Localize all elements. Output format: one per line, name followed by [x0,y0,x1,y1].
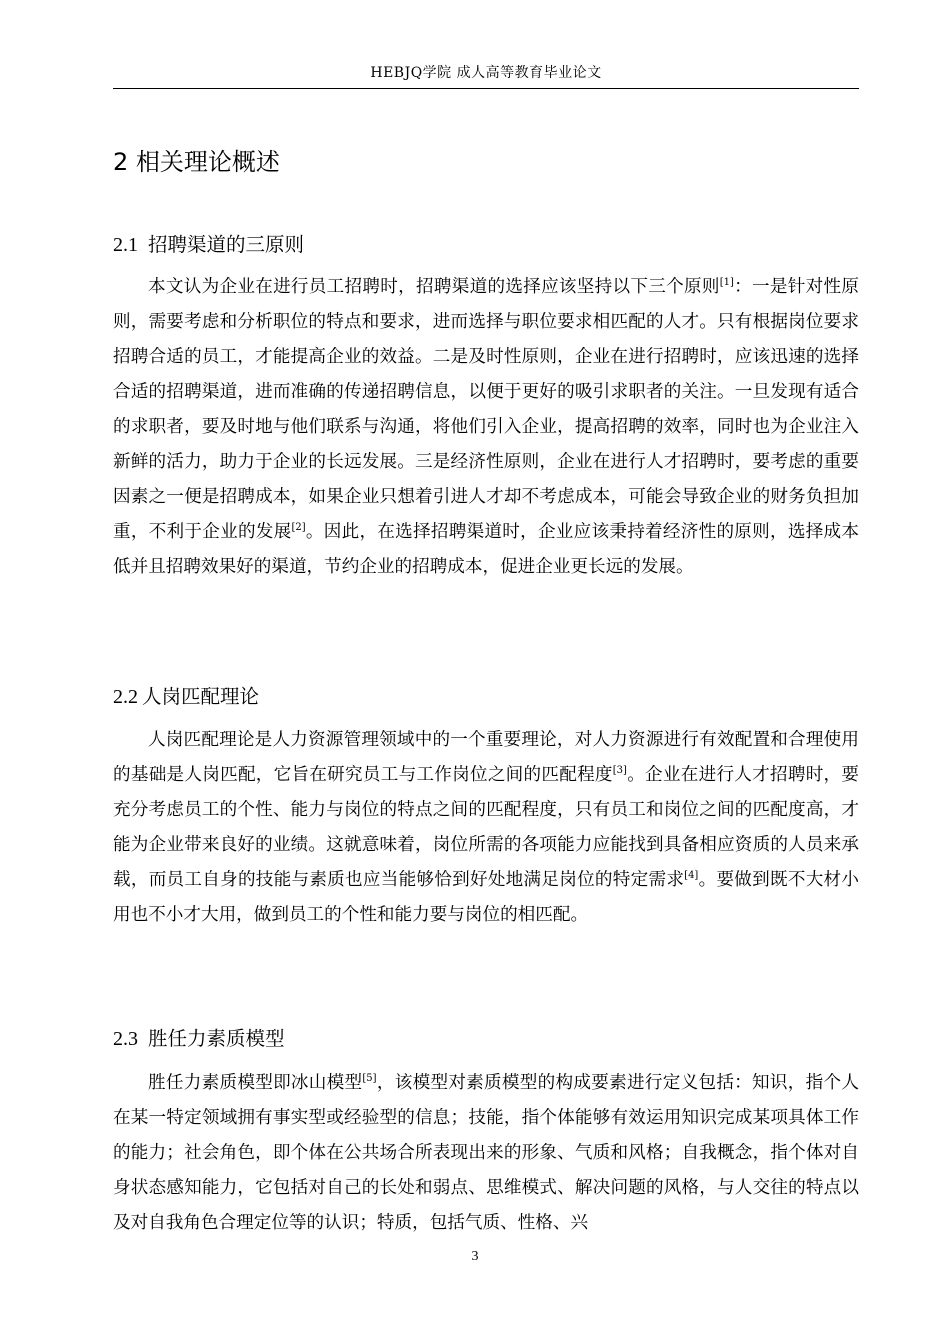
section-number: 2.2 [113,686,138,708]
section-number: 2.3 [113,1028,138,1050]
section-heading [113,231,304,259]
body-paragraph [113,723,859,933]
running-header: HEBJQ学院 成人高等教育毕业论文 [370,65,602,81]
paragraph-text: 人岗匹配理论是人力资源管理领域中的一个重要理论，对人力资源进行有效配置和合理使用的基础是人岗匹配，它旨在研究员工与工作岗位之间的匹配程度 [113,730,859,785]
paragraph-text: 胜任力素质模型即冰山模型 [148,1073,363,1093]
section-heading [113,683,259,711]
paragraph-text: ：一是针对性原则，需要考虑和分析职位的特点和要求，进而选择与职位要求相匹配的人才。只有根据岗位要求招聘合适的员工，才能提高企业的效益。二是及时性原则，企业在进行招聘时，应该迅速的选择合适的招聘渠道，进而准确的传递招聘信息，以便于更好的吸引求职者的关注。一旦发现有适合的求职者，要及时地与他们联系与沟通，将他们引入企业，提高招聘的效率，同时也为企业注入新鲜的活力，助力于企业的长远发展。三是经济性原则，企业在进行人才招聘时，要考虑的重要因素之一便是招聘成本，如果企业只想着引进人才却不考虑成本，可能会导致企业的财务负担加重，不利于企业的发展 [113,277,859,542]
section-title: 人岗匹配理论 [142,685,260,708]
citation-ref: [3] [612,765,627,776]
body-paragraph [113,270,859,585]
citation-ref: [4] [684,870,699,881]
page-number: 3 [471,1249,479,1264]
citation-ref: [2] [291,522,306,533]
paragraph-text: ，该模型对素质模型的构成要素进行定义包括：知识，指个人在某一特定领域拥有事实型或经验型的信息；技能，指个体能够有效运用知识完成某项具体工作的能力；社会角色，即个体在公共场合所表现出来的形象、气质和风格；自我概念，指个体对自身状态感知能力，它包括对自己的长处和弱点、思维模式、解决问题的风格，与人交往的特点以及对自我角色合理定位等的认识；特质，包括气质、性格、兴 [113,1073,859,1233]
paragraph-text: 。要做到既不大材小用也不小才大用，做到员工的个性和能力要与岗位的相匹配。 [113,870,859,925]
paragraph-text: 。企业在进行人才招聘时，要充分考虑员工的个性、能力与岗位的特点之间的匹配程度，只有员工和岗位之间的匹配度高，才能为企业带来良好的业绩。这就意味着，岗位所需的各项能力应能找到具备相应资质的人员来承载，而员工自身的技能与素质也应当能够恰到好处地满足岗位的特定需求 [113,765,859,890]
citation-ref: [1] [719,277,734,288]
section-title: 招聘渠道的三原则 [148,233,305,256]
citation-ref: [5] [362,1073,377,1084]
chapter-title: 2 相关理论概述 [113,148,280,176]
section-heading [113,1025,285,1053]
body-paragraph [113,1066,859,1241]
paragraph-text: 本文认为企业在进行员工招聘时，招聘渠道的选择应该坚持以下三个原则 [148,277,720,297]
paragraph-text: 。因此，在选择招聘渠道时，企业应该秉持着经济性的原则，选择成本低并且招聘效果好的渠道，节约企业的招聘成本，促进企业更长远的发展。 [113,522,859,577]
section-title: 胜任力素质模型 [148,1027,285,1050]
section-number: 2.1 [113,234,138,256]
header-rule [113,88,859,89]
